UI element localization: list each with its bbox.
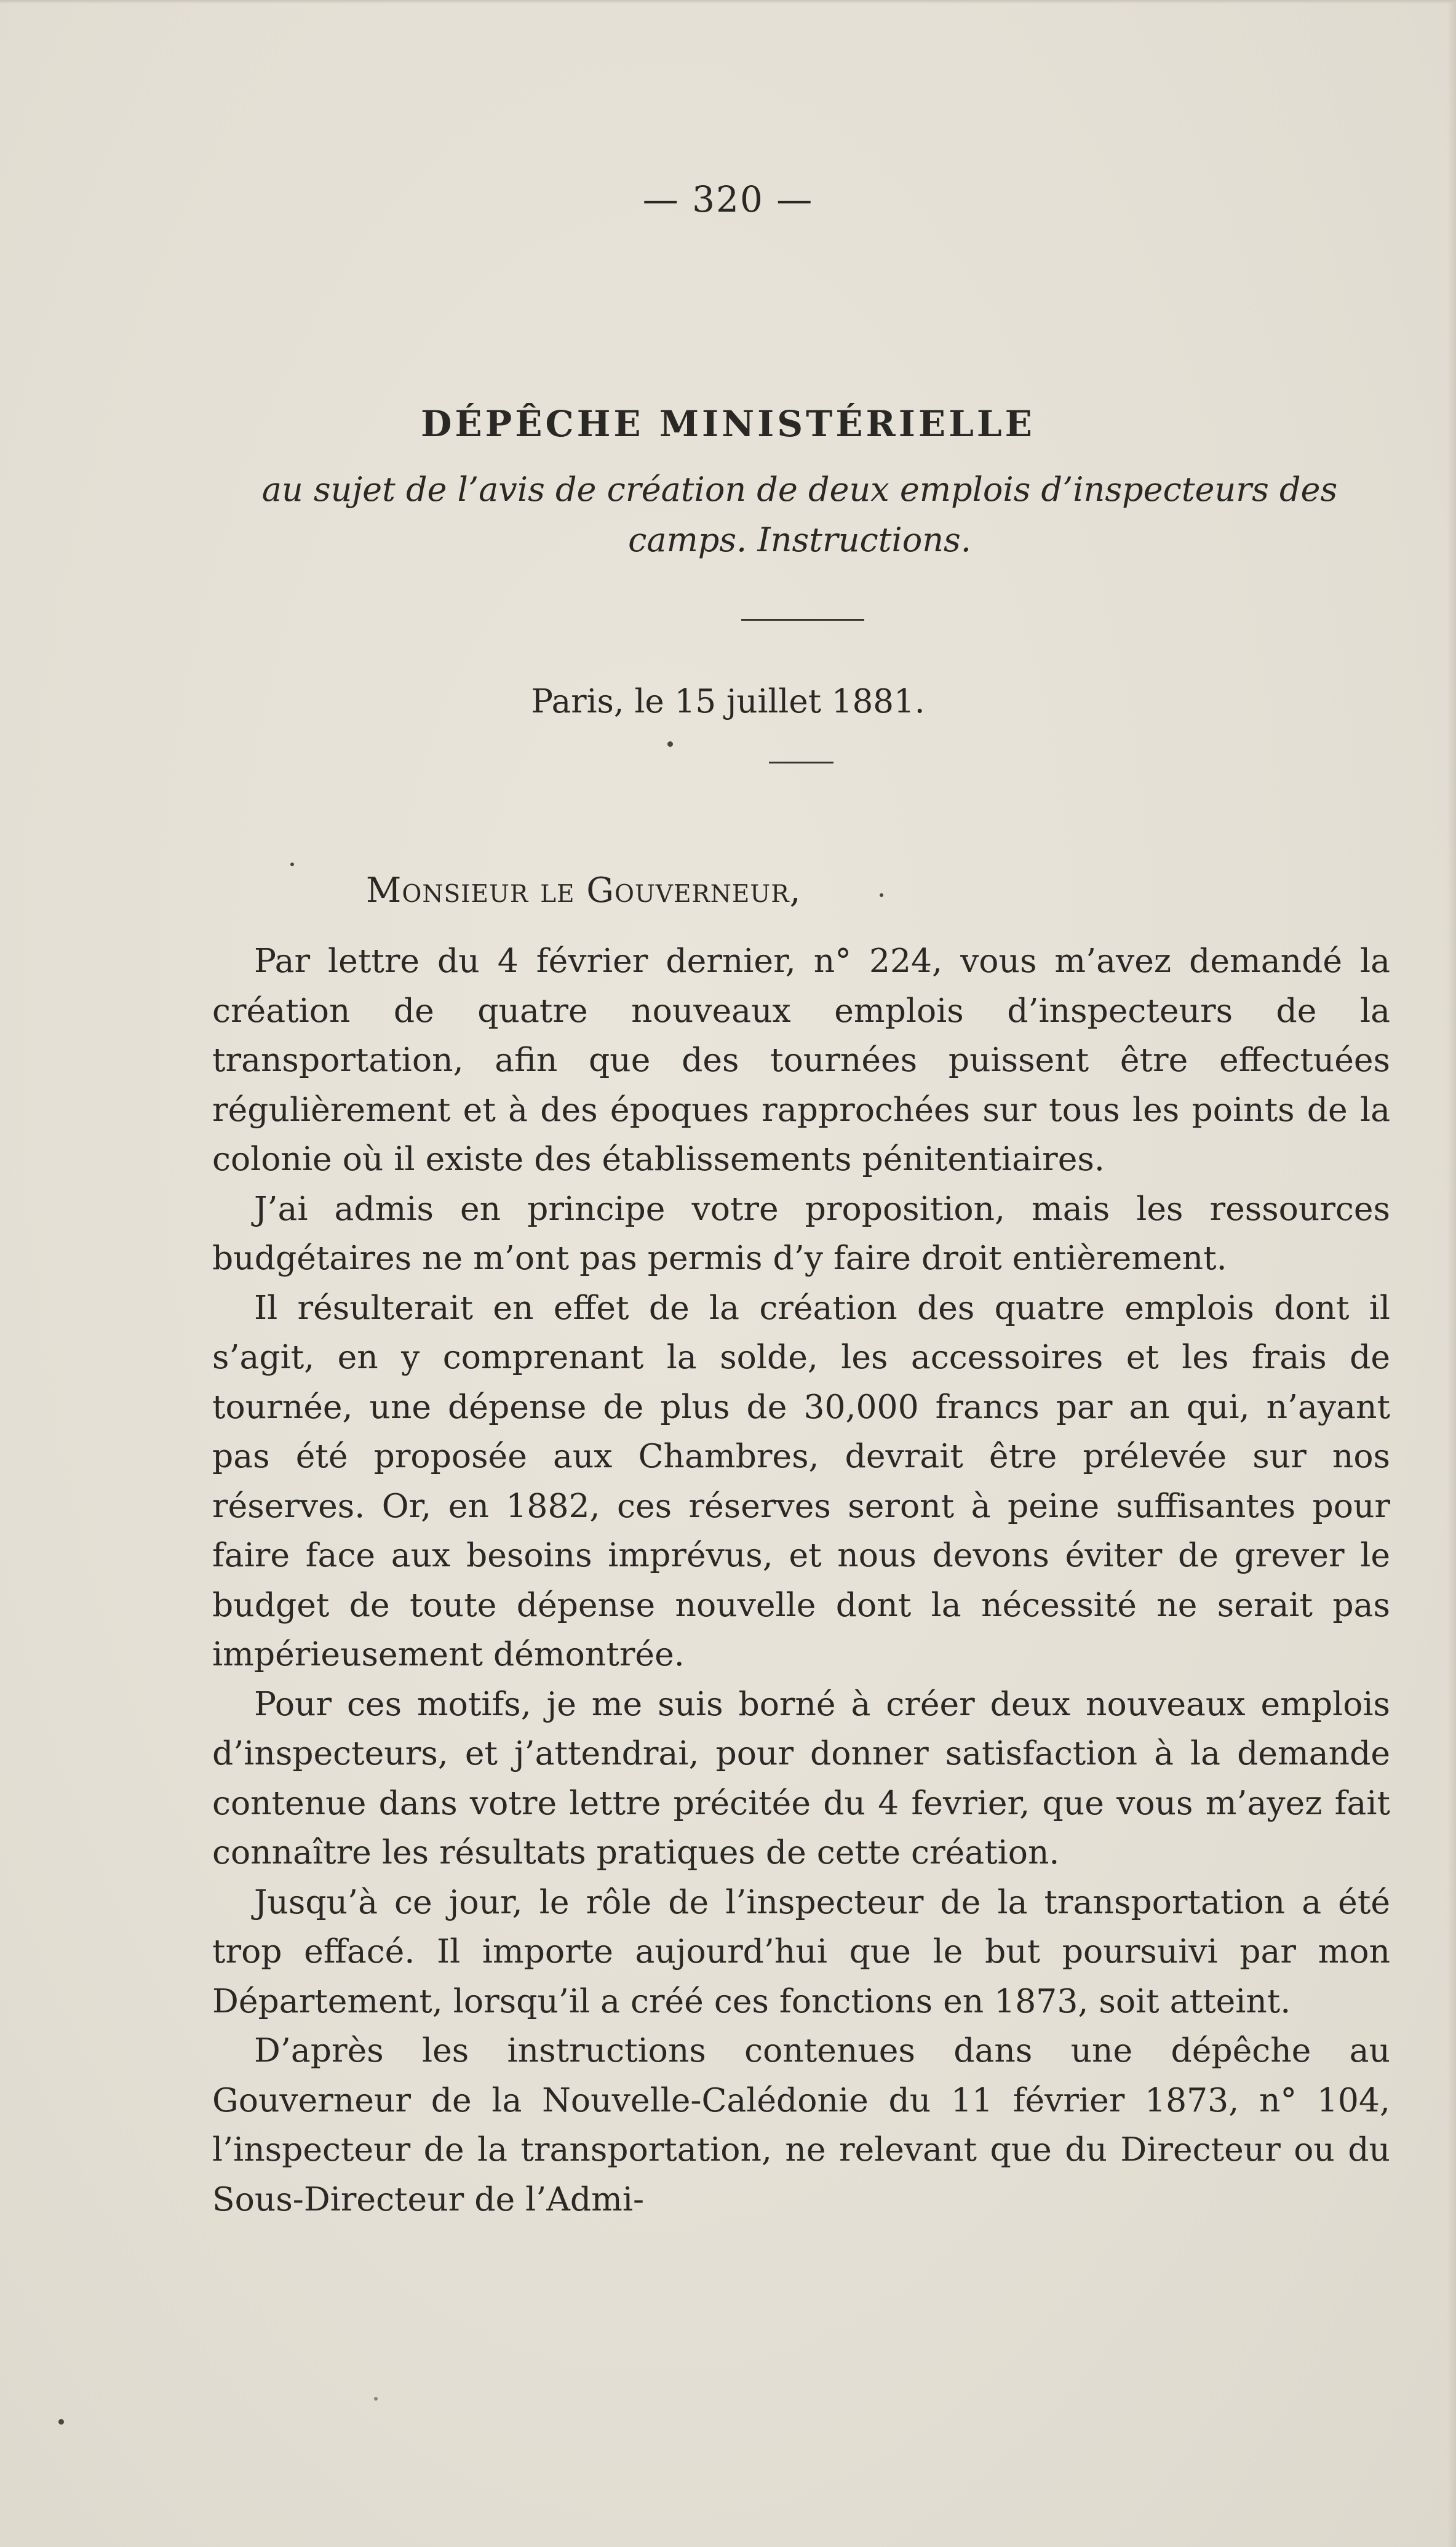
paragraph: Par lettre du 4 février dernier, n° 224, vous m’avez demandé la création de quatre nouveaux emplois d’inspecteurs de la transportation, afin que des tournées puissent être effectuées régulièrement et à des époques rapprochées sur tous les points de la colonie où il existe des établissements pénitentiaires.: [212, 941, 1390, 1178]
paragraph: Il résulterait en effet de la création des quatre emplois dont il s’agit, en y comprenant la solde, les accessoires et les frais de tournée, une dépense de plus de 30,000 francs par an qui, n’ayant pas été proposée aux Chambres, devrait être prélevée sur nos réserves. Or, en 1882, ces réserves seront à peine suffisantes pour faire face aux besoins imprévus, et nous devons éviter de grever le budget de toute dépense nouvelle dont la nécessité ne serait pas impérieusement démontrée.: [212, 1288, 1390, 1673]
paragraph: Jusqu’à ce jour, le rôle de l’inspecteur de la transportation a été trop effacé. Il importe aujourd’hui que le but poursuivi par mon Département, lorsqu’il a créé ces fonctions en 1873, soit atteint.: [212, 1882, 1390, 2020]
document-subtitle: au sujet de l’avis de création de deux emplois d’inspecteurs des camps. Instructions.: [261, 470, 1338, 559]
ink-speck: [667, 741, 673, 747]
page-top-edge: [0, 0, 1456, 4]
ink-speck: [374, 2397, 378, 2401]
dateline: Paris, le 15 juillet 1881.: [531, 683, 925, 720]
paragraph: D’après les instructions contenues dans une dépêche au Gouverneur de la Nouvelle-Calédonie du 11 février 1873, n° 104, l’inspecteur de la transportation, ne relevant que du Directeur ou du Sous-Directeur de l’Admi-: [212, 2031, 1390, 2218]
page-right-edge: [1447, 0, 1456, 2547]
dateline-separator-rule: [769, 762, 833, 763]
paragraph: J’ai admis en principe votre proposition, mais les ressources budgétaires ne m’ont pas permis d’y faire droit entièrement.: [212, 1189, 1390, 1277]
page-number: — 320 —: [642, 178, 814, 220]
ink-speck: [290, 863, 294, 866]
document-title: DÉPÊCHE MINISTÉRIELLE: [421, 403, 1035, 445]
title-separator-rule: [741, 619, 864, 621]
salutation-text: Monsieur le Gouverneur,: [366, 871, 802, 911]
salutation: [366, 871, 801, 911]
ink-speck: [880, 893, 883, 897]
letter-body: [212, 936, 1390, 2224]
ink-speck: [58, 2419, 64, 2425]
paragraph: Pour ces motifs, je me suis borné à créer deux nouveaux emplois d’inspecteurs, et j’attendrai, pour donner satisfaction à la demande contenue dans votre lettre précitée du 4 fevrier, que vous m’ayez fait connaître les résultats pratiques de cette création.: [212, 1684, 1390, 1871]
